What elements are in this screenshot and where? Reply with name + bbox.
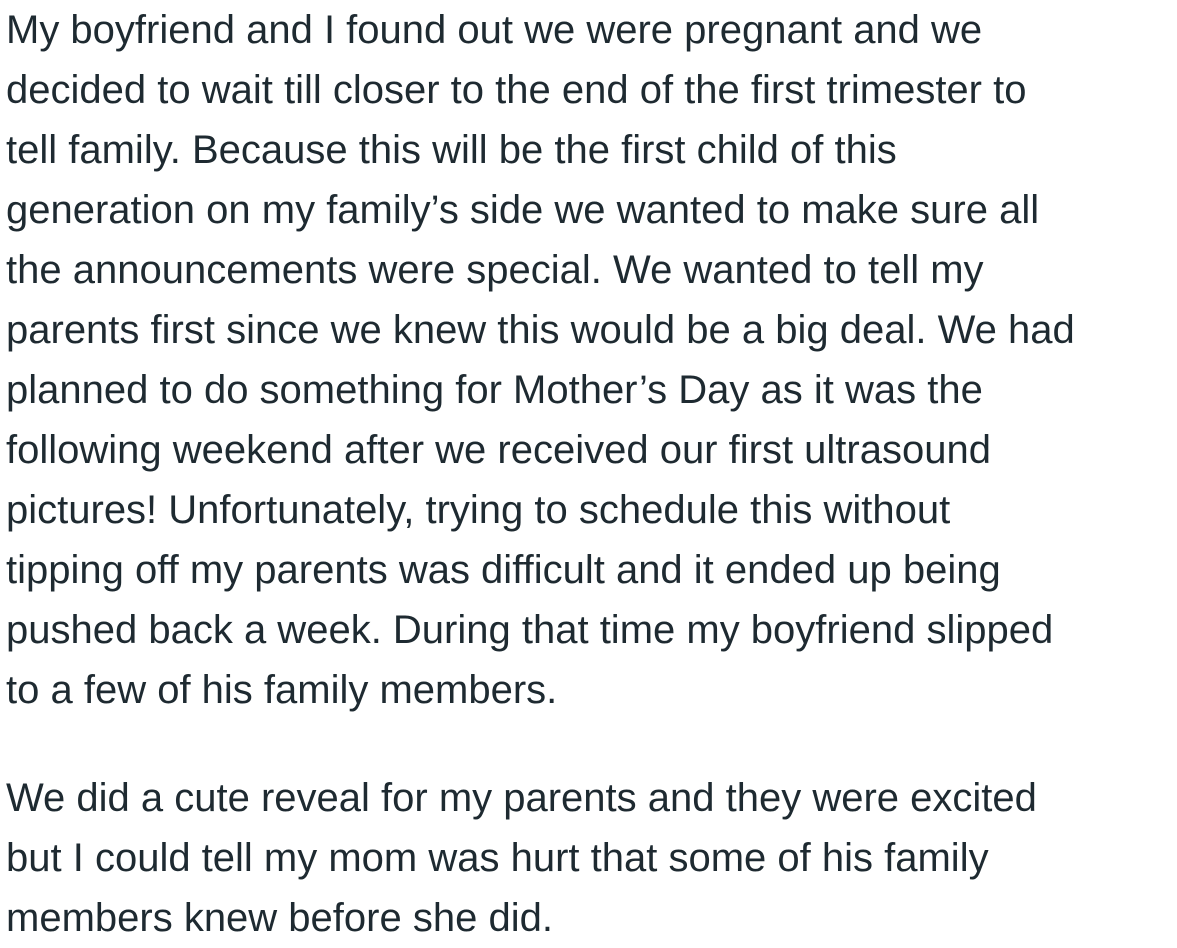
text-line: the announcements were special. We wanted to tell my bbox=[6, 248, 984, 292]
paragraph-2 bbox=[6, 768, 1177, 948]
text-line: tell family. Because this will be the first child of this bbox=[6, 128, 897, 172]
text-line: following weekend after we received our first ultrasound bbox=[6, 428, 991, 472]
text-line: decided to wait till closer to the end of the first trimester to bbox=[6, 68, 1027, 112]
paragraph-1 bbox=[6, 0, 1177, 720]
text-line: parents first since we knew this would be a big deal. We had bbox=[6, 308, 1075, 352]
text-line: My boyfriend and I found out we were pregnant and we bbox=[6, 8, 983, 52]
text-line: but I could tell my mom was hurt that some of his family bbox=[6, 836, 989, 880]
text-line: pictures! Unfortunately, trying to schedule this without bbox=[6, 488, 951, 532]
text-line: planned to do something for Mother’s Day as it was the bbox=[6, 368, 983, 412]
post-body bbox=[6, 0, 1177, 948]
text-line: We did a cute reveal for my parents and they were excited bbox=[6, 776, 1037, 820]
text-line: members knew before she did. bbox=[6, 896, 553, 940]
text-line: tipping off my parents was difficult and it ended up being bbox=[6, 548, 1001, 592]
text-line: to a few of his family members. bbox=[6, 668, 558, 712]
text-line: generation on my family’s side we wanted to make sure all bbox=[6, 188, 1040, 232]
text-line: pushed back a week. During that time my boyfriend slipped bbox=[6, 608, 1054, 652]
